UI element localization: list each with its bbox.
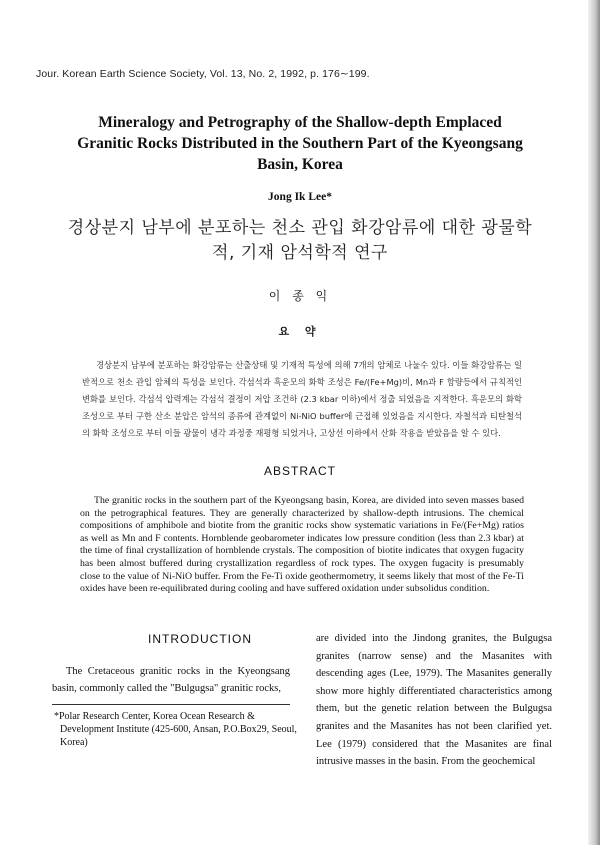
author-affiliation-footnote: *Polar Research Center, Korea Ocean Research & Development Institute (425-600, Ansan, P.O.Box29, Seoul, Korea) [54,711,297,748]
abstract-text: The granitic rocks in the southern part of the Kyeongsang basin, Korea, are divided into seven masses based on the petrographical features. They are generally characterized by shallow-depth intrusions. The chemical compositions of amphibole and biotite from the granitic rocks show systematic variations in Fe/(Fe+Mg) ratios as well as Mn and F contents. Hornblende geobarometer indicates low pressure condition (less than 2.3 kbar) at the time of final crystallization of hornblende crystals. The composition of biotite indicates that oxygen fugacity has been almost buffered during crystallization regardless of rock types. The oxygen fugacity is presumably close to the value of Ni-NiO buffer. From the Fe-Ti oxide geothermometry, it seems likely that most of the Fe-Ti oxides have been re-equilibrated during cooling and have suffered oxidation under subsolidus condition. [80,495,524,595]
scan-page-edge [588,0,600,845]
introduction-right-column: are divided into the Jindong granites, the Bulgugsa granites (narrow sense) and the Masanites with descending ages (Lee, 1979). The Masanites generally show more highly differentiated characteristics among them, but the genetic relation between the Bulgugsa granites and the Masanites has not been clarified yet. Lee (1979) considered that the Masanites are final intrusive masses in the basin. From the geochemical [316,633,552,768]
paper-title: Mineralogy and Petrography of the Shallow-depth Emplaced Granitic Rocks Distributed in the Southern Part of the Kyeongsang Basin, Korea [77,114,523,173]
abstract-heading: ABSTRACT [263,464,336,478]
footnote-divider [52,704,290,705]
korean-abstract-text: 경상분지 남부에 분포하는 화강암류는 산출상태 및 기재적 특성에 의해 7개의 암체로 나눌수 있다. 이들 화강암류는 일반적으로 천소 관입 암체의 특성을 보인다. 각섬석과 흑운모의 화학 조성은 Fe/(Fe+Mg)비, Mn과 F 함량등에서 규칙적인 변화를 보인다. 각섬석 압력계는 각섬석 결정이 저압 조건하 (2.3 kbar 이하)에서 정출 되었음을 지적한다. 흑운모의 화학 조성으로 부터 구한 산소 분압은 암석의 종류에 관계없이 Ni-NiO buffer에 근접해 있었음을 지시한다. 자철석과 티탄철석의 화학 조성으로 부터 이들 광물이 냉각 과정중 재평형 되었거나, 고상선 이하에서 산화 작용을 받았음을 알 수 있다. [82,360,522,438]
korean-author: 이 종 익 [268,289,332,303]
korean-abstract-heading: 요 약 [278,325,322,338]
introduction-left-column: The Cretaceous granitic rocks in the Kyeongsang basin, commonly called the "Bulgugsa" granitic rocks, [52,666,290,694]
author-name: Jong Ik Lee* [268,191,332,203]
introduction-heading: INTRODUCTION [148,632,252,646]
korean-title: 경상분지 남부에 분포하는 천소 관입 화강암류에 대한 광물학적, 기재 암석학적 연구 [67,218,533,263]
journal-citation: Jour. Korean Earth Science Society, Vol. 13, No. 2, 1992, p. 176∼199. [36,68,370,80]
